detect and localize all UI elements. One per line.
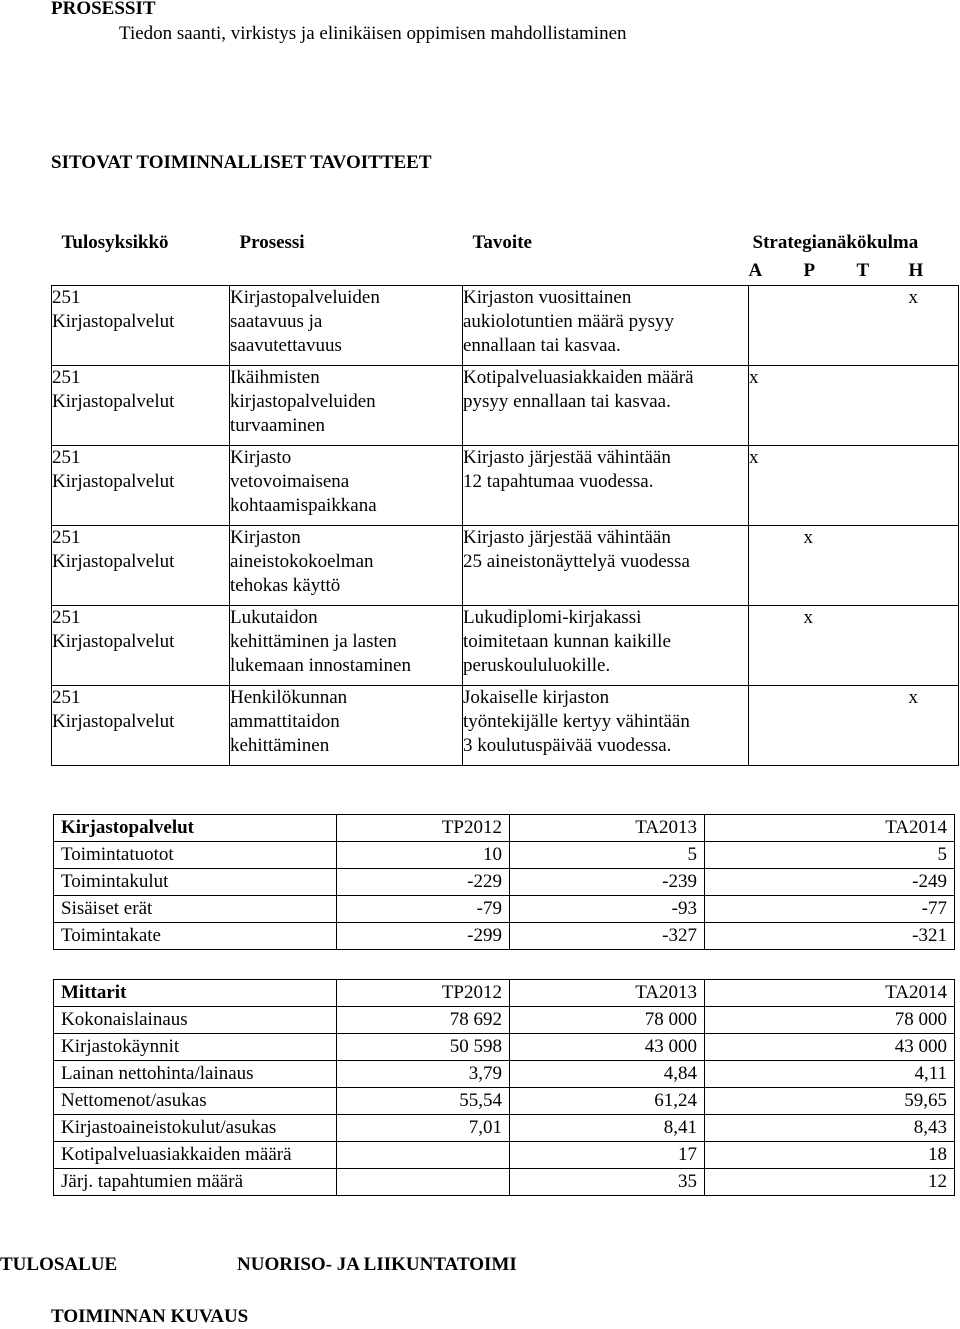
value-cell: 43 000	[510, 1034, 705, 1061]
goal-process-line: Henkilökunnan	[230, 687, 348, 708]
metrics-row	[54, 1061, 955, 1088]
goal-target-line: 25 aineistonäyttelyä vuodessa	[463, 550, 690, 572]
perspective-mark	[804, 366, 857, 446]
goal-process-line: Kirjasto	[230, 447, 292, 468]
perspective-letter-t: T	[856, 260, 870, 281]
goal-process-line: kohtaamispaikkana	[230, 494, 377, 516]
footer-area-label: TULOSALUE	[0, 1254, 118, 1275]
perspective-letter-p: P	[803, 260, 816, 281]
goal-target-cell	[463, 286, 749, 366]
row-label: Järj. tapahtumien määrä	[54, 1169, 337, 1196]
row-label: Toimintakate	[54, 923, 337, 950]
goal-target-cell	[463, 366, 749, 446]
value-cell: 8,43	[705, 1115, 955, 1142]
goal-target-line: pysyy ennallaan tai kasvaa.	[463, 390, 671, 412]
metrics-row	[54, 980, 955, 1007]
goal-process-line: turvaaminen	[230, 414, 325, 436]
goal-unit-line: 251	[52, 447, 81, 468]
goal-target-cell	[463, 526, 749, 606]
value-cell: -299	[337, 923, 510, 950]
value-cell: 78 692	[337, 1007, 510, 1034]
process-title: Tiedon saanti, virkistys ja elinikäisen oppimisen mahdollistaminen	[119, 23, 627, 44]
value-cell: TP2012	[337, 980, 510, 1007]
footer-area-name: NUORISO- JA LIIKUNTATOIMI	[237, 1254, 517, 1275]
goal-unit-line: Kirjastopalvelut	[52, 710, 175, 732]
value-cell: 78 000	[705, 1007, 955, 1034]
goal-process-line: ammattitaidon	[230, 710, 340, 732]
finance-row	[54, 815, 955, 842]
value-cell	[337, 1169, 510, 1196]
perspective-mark	[749, 286, 804, 366]
value-cell: 8,41	[510, 1115, 705, 1142]
perspective-mark	[857, 526, 909, 606]
goal-process-cell	[230, 446, 463, 526]
goal-target-line: Kirjasto järjestää vähintään	[463, 527, 671, 548]
value-cell: 50 598	[337, 1034, 510, 1061]
row-label: Nettomenot/asukas	[54, 1088, 337, 1115]
goal-target-line: 3 koulutuspäivää vuodessa.	[463, 734, 672, 756]
metrics-row	[54, 1034, 955, 1061]
perspective-mark: x	[909, 686, 959, 766]
value-cell: 17	[510, 1142, 705, 1169]
goal-target-cell	[463, 446, 749, 526]
value-cell: TA2014	[705, 815, 955, 842]
goal-target-cell	[463, 686, 749, 766]
value-cell: TA2013	[510, 980, 705, 1007]
goal-target-line: työntekijälle kertyy vähintään	[463, 710, 690, 732]
perspective-mark	[804, 686, 857, 766]
value-cell: TP2012	[337, 815, 510, 842]
goal-process-cell	[230, 286, 463, 366]
value-cell: 35	[510, 1169, 705, 1196]
goal-row	[52, 366, 959, 446]
row-label: Toimintakulut	[54, 869, 337, 896]
goal-process-cell	[230, 686, 463, 766]
goal-unit-line: 251	[52, 527, 81, 548]
perspective-mark: x	[749, 446, 804, 526]
value-cell: 4,84	[510, 1061, 705, 1088]
value-cell: 7,01	[337, 1115, 510, 1142]
goal-target-line: aukiolotuntien määrä pysyy	[463, 310, 675, 332]
row-label: Kirjastoaineistokulut/asukas	[54, 1115, 337, 1142]
perspective-mark	[749, 526, 804, 606]
section-title: SITOVAT TOIMINNALLISET TAVOITTEET	[51, 152, 432, 173]
perspective-mark	[909, 606, 959, 686]
perspective-mark	[909, 366, 959, 446]
goal-unit-cell	[52, 366, 230, 446]
goal-process-cell	[230, 526, 463, 606]
perspective-letter-a: A	[748, 260, 763, 281]
perspective-mark	[857, 446, 909, 526]
value-cell: 59,65	[705, 1088, 955, 1115]
value-cell: 55,54	[337, 1088, 510, 1115]
goal-process-line: Lukutaidon	[230, 607, 318, 628]
value-cell: 4,11	[705, 1061, 955, 1088]
perspective-mark	[909, 446, 959, 526]
col-header-unit: Tulosyksikkö	[61, 232, 169, 253]
value-cell: -77	[705, 896, 955, 923]
metrics-row	[54, 1115, 955, 1142]
finance-table	[53, 814, 955, 950]
goal-process-line: lukemaan innostaminen	[230, 654, 411, 676]
value-cell: 3,79	[337, 1061, 510, 1088]
perspective-mark	[909, 526, 959, 606]
goal-unit-line: Kirjastopalvelut	[52, 390, 175, 412]
goal-unit-line: Kirjastopalvelut	[52, 630, 175, 652]
goal-unit-cell	[52, 686, 230, 766]
perspective-mark	[857, 286, 909, 366]
row-label: Toimintatuotot	[54, 842, 337, 869]
goal-process-line: kehittäminen	[230, 734, 330, 756]
goal-row	[52, 686, 959, 766]
goal-process-line: Kirjaston	[230, 527, 301, 548]
value-cell: 18	[705, 1142, 955, 1169]
row-label: Kirjastopalvelut	[54, 815, 337, 842]
goal-target-line: Kirjaston vuosittainen	[463, 287, 632, 308]
goal-process-line: tehokas käyttö	[230, 574, 341, 596]
metrics-row	[54, 1169, 955, 1196]
value-cell: -327	[510, 923, 705, 950]
perspective-mark	[857, 366, 909, 446]
goal-process-line: aineistokokoelman	[230, 550, 374, 572]
goal-target-line: toimitetaan kunnan kaikille	[463, 630, 671, 652]
value-cell: 61,24	[510, 1088, 705, 1115]
value-cell: 43 000	[705, 1034, 955, 1061]
goal-unit-cell	[52, 526, 230, 606]
goals-table	[51, 231, 958, 766]
value-cell: 5	[705, 842, 955, 869]
goal-target-cell	[463, 606, 749, 686]
metrics-table	[53, 979, 955, 1196]
value-cell: 78 000	[510, 1007, 705, 1034]
finance-row	[54, 923, 955, 950]
value-cell: TA2014	[705, 980, 955, 1007]
value-cell: 10	[337, 842, 510, 869]
perspective-mark	[749, 606, 804, 686]
perspective-mark: x	[909, 286, 959, 366]
goal-row	[52, 286, 959, 366]
goal-unit-line: 251	[52, 607, 81, 628]
value-cell: -321	[705, 923, 955, 950]
row-label: Kirjastokäynnit	[54, 1034, 337, 1061]
value-cell: 5	[510, 842, 705, 869]
row-label: Lainan nettohinta/lainaus	[54, 1061, 337, 1088]
goal-unit-cell	[52, 446, 230, 526]
value-cell: -249	[705, 869, 955, 896]
goal-unit-line: Kirjastopalvelut	[52, 470, 175, 492]
metrics-row	[54, 1142, 955, 1169]
goal-process-line: kirjastopalveluiden	[230, 390, 376, 412]
row-label: Kokonaislainaus	[54, 1007, 337, 1034]
goal-target-line: 12 tapahtumaa vuodessa.	[463, 470, 654, 492]
goal-target-line: Kotipalveluasiakkaiden määrä	[463, 367, 694, 388]
goal-process-line: Kirjastopalveluiden	[230, 287, 380, 308]
goal-target-line: Lukudiplomi-kirjakassi	[463, 607, 642, 628]
goal-process-line: saavutettavuus	[230, 334, 342, 356]
goal-unit-line: 251	[52, 367, 81, 388]
perspective-mark	[804, 446, 857, 526]
col-header-process: Prosessi	[239, 232, 305, 253]
goal-row	[52, 606, 959, 686]
metrics-row	[54, 1088, 955, 1115]
value-cell: -239	[510, 869, 705, 896]
goal-target-line: Kirjasto järjestää vähintään	[463, 447, 671, 468]
goal-process-cell	[230, 606, 463, 686]
goal-process-line: kehittäminen ja lasten	[230, 630, 397, 652]
goal-unit-line: Kirjastopalvelut	[52, 550, 175, 572]
footer-description-label: TOIMINNAN KUVAUS	[51, 1306, 249, 1327]
col-header-goal: Tavoite	[472, 232, 532, 253]
perspective-letter-h: H	[908, 260, 924, 281]
goal-process-line: vetovoimaisena	[230, 470, 350, 492]
perspective-mark: x	[804, 606, 857, 686]
goal-target-line: Jokaiselle kirjaston	[463, 687, 610, 708]
goal-process-cell	[230, 366, 463, 446]
metrics-row	[54, 1007, 955, 1034]
goal-row	[52, 446, 959, 526]
goal-process-line: saatavuus ja	[230, 310, 323, 332]
finance-row	[54, 869, 955, 896]
goal-unit-line: 251	[52, 687, 81, 708]
value-cell	[337, 1142, 510, 1169]
goal-unit-line: Kirjastopalvelut	[52, 310, 175, 332]
goal-unit-line: 251	[52, 287, 81, 308]
goal-target-line: peruskoululuokille.	[463, 654, 611, 676]
finance-row	[54, 842, 955, 869]
perspective-mark	[749, 686, 804, 766]
row-label: Mittarit	[54, 980, 337, 1007]
perspective-mark: x	[804, 526, 857, 606]
value-cell: -93	[510, 896, 705, 923]
goal-row	[52, 526, 959, 606]
row-label: Sisäiset erät	[54, 896, 337, 923]
goal-target-line: ennallaan tai kasvaa.	[463, 334, 621, 356]
value-cell: TA2013	[510, 815, 705, 842]
goal-process-line: Ikäihmisten	[230, 367, 320, 388]
row-label: Kotipalveluasiakkaiden määrä	[54, 1142, 337, 1169]
finance-row	[54, 896, 955, 923]
col-header-perspective: Strategianäkökulma	[752, 232, 919, 253]
perspective-mark: x	[749, 366, 804, 446]
value-cell: -79	[337, 896, 510, 923]
perspective-mark	[857, 606, 909, 686]
perspective-mark	[804, 286, 857, 366]
goal-unit-cell	[52, 286, 230, 366]
value-cell: 12	[705, 1169, 955, 1196]
process-label: PROSESSIT	[51, 0, 156, 19]
perspective-mark	[857, 686, 909, 766]
value-cell: -229	[337, 869, 510, 896]
goal-unit-cell	[52, 606, 230, 686]
